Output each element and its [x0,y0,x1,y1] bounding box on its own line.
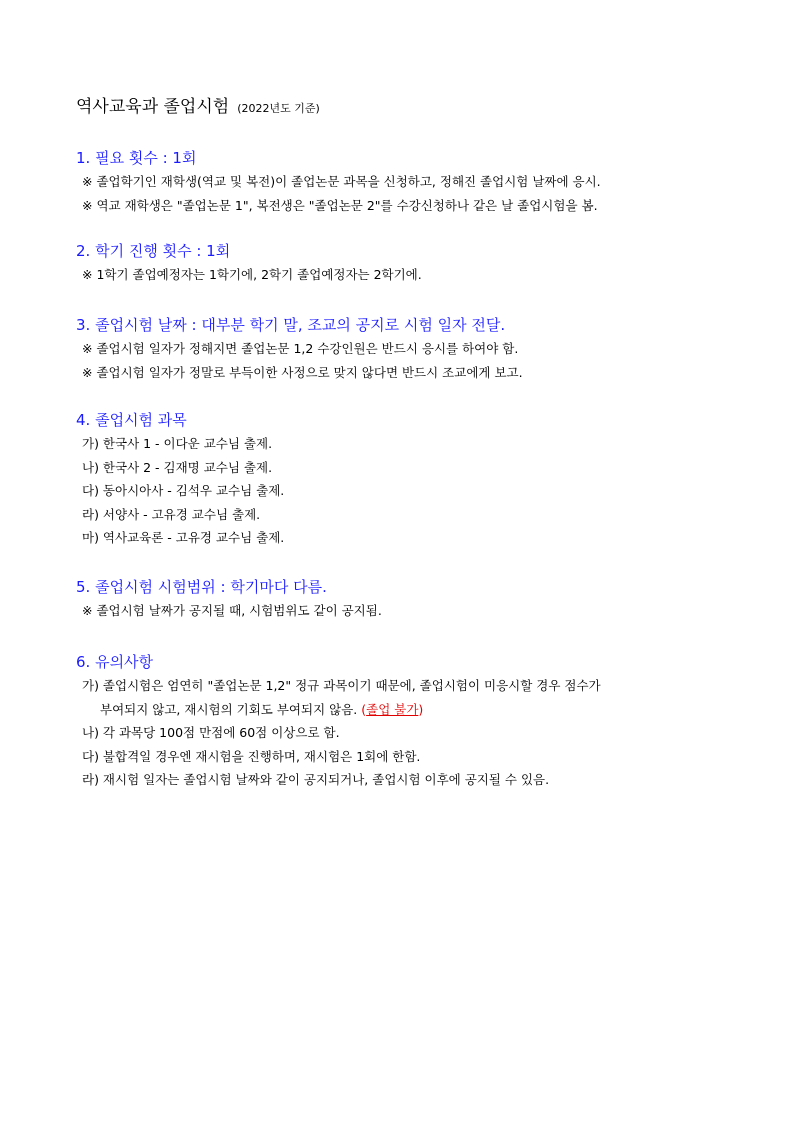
title-subtext: (2022년도 기준) [237,102,320,115]
subject-line: 라) 서양사 - 고유경 교수님 출제. [82,506,261,522]
section-heading: 6. 유의사항 [76,653,154,671]
paren-close: ) [418,701,424,717]
note-line: ※ 졸업시험 일자가 정말로 부득이한 사정으로 맞지 않다면 반드시 조교에게 보고. [82,364,523,380]
paren-open: ( [361,701,367,717]
note-line: ※ 졸업학기인 재학생(역교 및 복전)이 졸업논문 과목을 신청하고, 정해진 졸업시험 날짜에 응시. [82,174,601,189]
subject-line: 다) 동아시아사 - 김석우 교수님 출제. [82,483,285,498]
note-line: ※ 졸업시험 일자가 정해지면 졸업논문 1,2 수강인원은 반드시 응시를 하여야 함. [82,341,519,356]
precaution-line: 나) 각 과목당 100점 만점에 60점 이상으로 함. [82,725,340,740]
section-exam-date [76,313,776,384]
document-title [76,92,320,117]
note-line: ※ 역교 재학생은 "졸업논문 1", 복전생은 "졸업논문 2"를 수강신청하나 같은 날 졸업시험을 봄. [82,197,598,213]
title-text: 역사교육과 졸업시험 [76,97,230,117]
note-line: ※ 졸업시험 날짜가 공지될 때, 시험범위도 같이 공지됨. [82,603,382,618]
section-exam-scope [76,575,776,623]
section-semester-count [76,239,776,287]
section-heading: 5. 졸업시험 시험범위 : 학기마다 다름. [76,578,327,596]
subject-line: 나) 한국사 2 - 김재명 교수님 출제. [82,459,273,475]
note-line: ※ 1학기 졸업예정자는 1학기에, 2학기 졸업예정자는 2학기에. [82,267,422,282]
precaution-line: 가) 졸업시험은 엄연히 "졸업논문 1,2" 정규 과목이기 때문에, 졸업시험이 미응시할 경우 점수가 [82,678,601,693]
section-required-count [76,146,776,217]
section-heading: 1. 필요 횟수 : 1회 [76,149,197,167]
subject-line: 마) 역사교육론 - 고유경 교수님 출제. [82,530,285,545]
graduation-impossible-text: 졸업 불가 [366,701,419,717]
precaution-line: 다) 불합격일 경우엔 재시험을 진행하며, 재시험은 1회에 한함. [82,748,421,764]
precaution-continued-text: 부여되지 않고, 재시험의 기회도 부여되지 않음. [100,701,358,717]
precaution-line-continued [76,698,776,722]
subject-line: 가) 한국사 1 - 이다운 교수님 출제. [82,436,273,451]
section-heading: 2. 학기 진행 횟수 : 1회 [76,242,231,260]
section-exam-subjects [76,408,776,550]
section-precautions [76,650,776,792]
section-heading: 3. 졸업시험 날짜 : 대부분 학기 말, 조교의 공지로 시험 일자 전달. [76,316,506,334]
precaution-line: 라) 재시험 일자는 졸업시험 날짜와 같이 공지되거나, 졸업시험 이후에 공지될 수 있음. [82,772,550,787]
section-heading: 4. 졸업시험 과목 [76,411,187,429]
graduation-impossible-note [361,702,423,717]
